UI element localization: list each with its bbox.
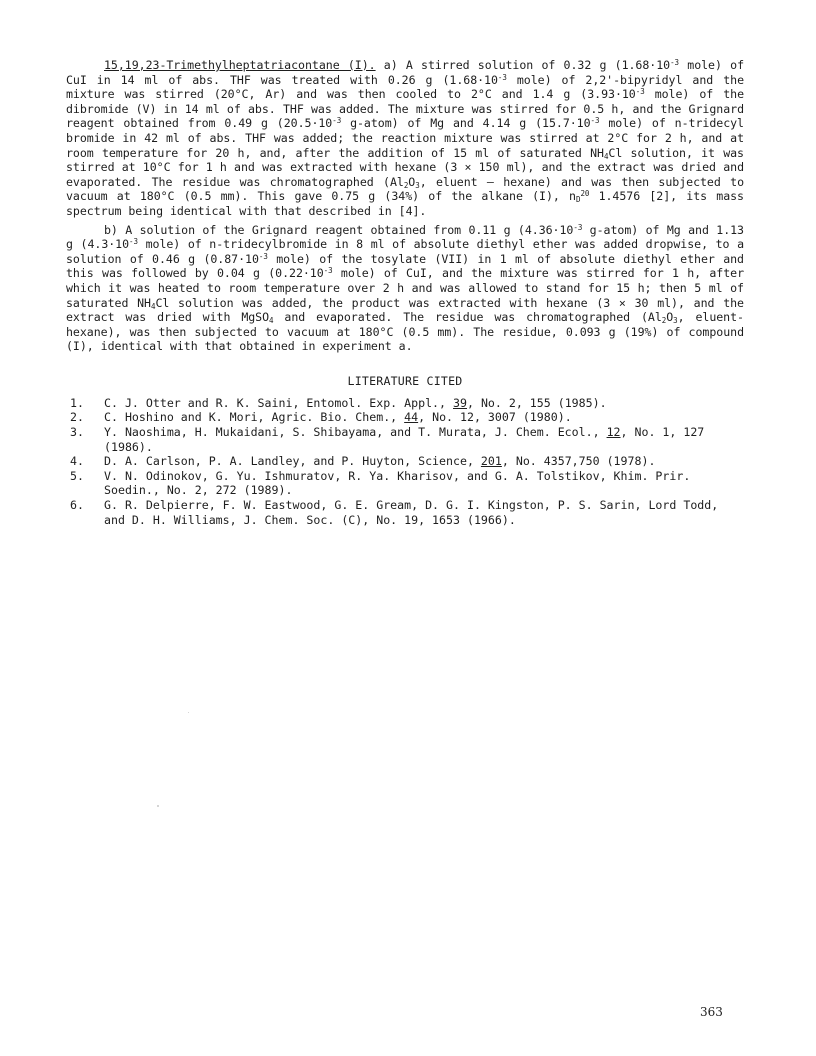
superscript: -3 [497,72,507,82]
reference-text: D. A. Carlson, P. A. Landley, and P. Huyton, Science, [104,454,481,469]
reference-item [66,454,744,469]
superscript: -3 [323,266,333,276]
reference-text: V. N. Odinokov, G. Yu. Ishmuratov, R. Ya. Kharisov, and G. A. Tolstikov, Khim. Prir. Soedin., No. 2, 272 (1989). [104,468,691,498]
superscript: 20 [580,189,590,199]
subscript: 2 [661,316,667,326]
text-run: mole) of n-tridecylbromide in 8 ml of absolute diethyl ether was added dropwise, to a solution of 0.46 g (0.87·10 [66,237,745,266]
text-run: mole) of CuI, and the mixture was stirred for 1 h, after which it was heated to room temperature over 2 h and was allowed to stand for 15 h; then 5 ml of saturated NH [66,266,744,310]
reference-number: 5. [70,468,84,483]
reference-text: , No. 4357,750 (1978). [501,454,656,469]
reference-item [66,396,744,411]
text-run: b) A solution of the Grignard reagent obtained from 0.11 g (4.36·10 [104,222,574,237]
text-run: Cl solution, it was stirred at 10°C for 1 h and was extracted with hexane (3 × 150 ml), and the extract was dried and evaporated. The residue was chromatographed (Al [66,145,744,189]
text-run: and evaporated. The residue was chromatographed (Al [273,310,662,325]
superscript: -3 [635,87,645,97]
paragraph-procedure-a [66,58,744,219]
reference-text: , No. 1, 127 (1986). [104,425,705,454]
subscript: D [575,195,581,205]
page-number: 363 [700,1005,723,1019]
superscript: -3 [573,222,583,232]
scan-speck [188,712,189,713]
reference-text: , No. 2, 155 (1985). [466,395,607,410]
text-run: Cl solution was added, the product was extracted with hexane (3 × 30 ml), and the extract was dried with MgSO [66,295,744,325]
superscript: -3 [258,251,268,261]
reference-item [66,469,744,498]
reference-number: 1. [70,395,84,410]
reference-text: , No. 12, 3007 (1980). [418,410,572,425]
text-run: O [408,174,416,189]
superscript: -3 [670,58,680,67]
text-run: 1.4576 [2], its mass spectrum being identical with that described in [4]. [66,189,744,218]
subscript: 3 [415,180,420,190]
reference-item [66,425,744,454]
reference-number: 6. [70,498,84,513]
reference-number: 2. [70,410,84,425]
superscript: -3 [129,237,138,247]
superscript: -3 [590,116,600,126]
text-run: , eluent — hexane) and was then subjected to vacuum at 180°C (0.5 mm). This gave 0.75 g (34%) of the alkane (I), n [66,174,744,204]
reference-volume: 201 [480,454,502,469]
scan-speck [157,805,159,807]
text-run: g-atom) of Mg and 1.13 g (4.3·10 [66,222,744,252]
reference-text: G. R. Delpierre, F. W. Eastwood, G. E. Gream, D. G. I. Kingston, P. S. Sarin, Lord Todd, and D. H. Williams, J. Chem. Soc. (C), No. 19, 1653 (1966). [104,498,719,527]
subscript: 4 [603,151,609,161]
page-content [66,58,744,527]
reference-number: 3. [70,425,84,440]
reference-item [66,410,744,425]
paragraph-procedure-b [66,223,744,354]
subscript: 2 [403,180,409,190]
literature-cited-heading: LITERATURE CITED [347,373,463,388]
text-run: a) A stirred solution of 0.32 g (1.68·10 [375,58,671,72]
compound-heading: 15,19,23-Trimethylheptatriacontane (I). [104,58,376,72]
reference-item [66,498,744,527]
text-run: mole) of the dibromide (V) in 14 ml of abs. THF was added. The mixture was stirred for 0.5 h, and the Grignard reagent obtained from 0.49 g (20.5·10 [66,87,745,131]
subscript: 4 [269,316,274,326]
text-run: mole) of the tosylate (VII) in 1 ml of absolute diethyl ether and this was followed by 0.04 g (0.22·10 [66,251,744,281]
text-run: , eluent-hexane), was then subjected to vacuum at 180°C (0.5 mm). The residue, 0.093 g (19%) of compound (I), identical with that obtained in experiment a. [66,310,744,354]
reference-volume: 39 [453,395,467,410]
text-run: mole) of CuI in 14 ml of abs. THF was treated with 0.26 g (1.68·10 [66,58,744,87]
reference-number: 4. [70,454,84,469]
text-run: g-atom) of Mg and 4.14 g (15.7·10 [341,116,591,131]
reference-text: C. J. Otter and R. K. Saini, Entomol. Exp. Appl., [104,395,454,410]
text-run: mole) of n-tridecyl bromide in 42 ml of abs. THF was added; the reaction mixture was stirred at 2°C for 2 h, and at room temperature for 20 h, and, after the addition of 15 ml of saturated NH [66,116,744,160]
subscript: 3 [673,316,678,326]
text-run: mole) of 2,2'-bipyridyl and the mixture was stirred (20°C, Ar) and was then cooled to 2°C and 1.4 g (3.93·10 [66,72,744,102]
subscript: 4 [150,301,156,311]
reference-volume: 44 [404,410,419,425]
superscript: -3 [332,116,342,126]
reference-volume: 12 [606,425,621,440]
reference-list [66,396,744,527]
text-run: O [666,310,674,325]
reference-text: C. Hoshino and K. Mori, Agric. Bio. Chem., [104,410,405,425]
reference-text: Y. Naoshima, H. Mukaidani, S. Shibayama, and T. Murata, J. Chem. Ecol., [104,425,607,440]
